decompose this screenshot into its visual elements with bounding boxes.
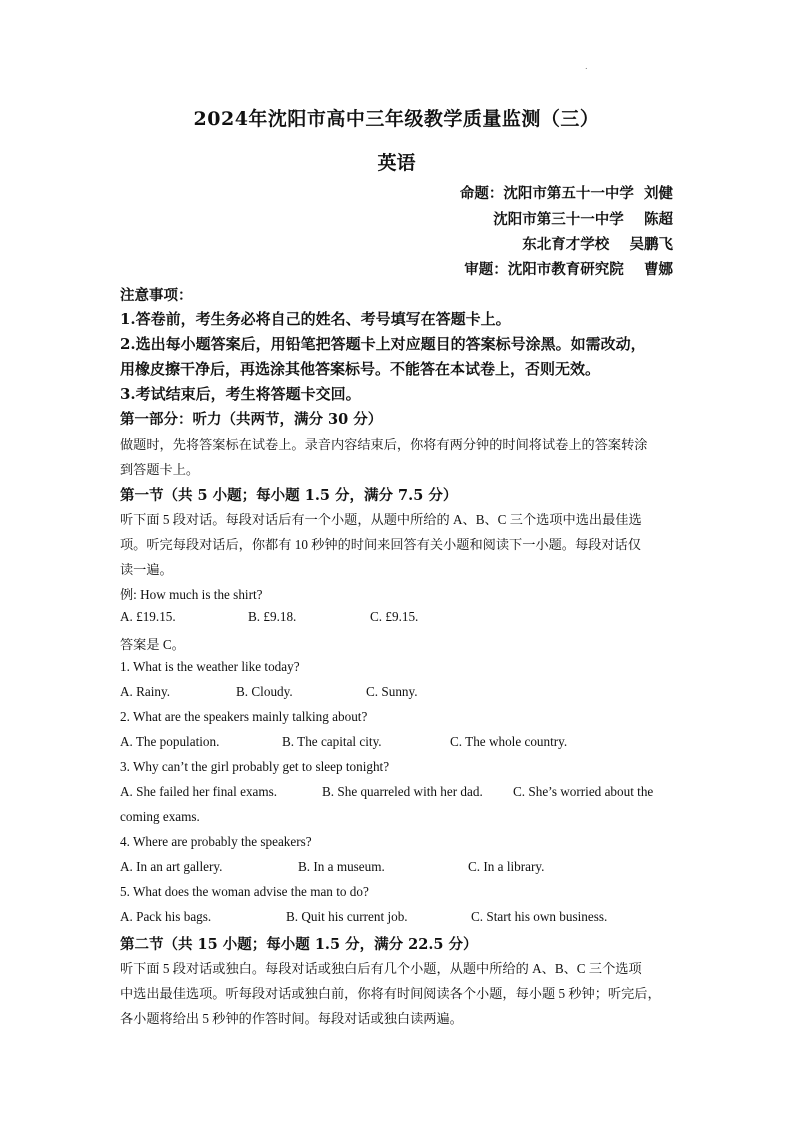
part1-heading: 第一部分：听力（共两节，满分 30 分） [120, 411, 383, 428]
example-question: 例: How much is the shirt? [120, 587, 263, 602]
q3-option-a: A. She failed her final exams. [120, 784, 278, 799]
notice-heading: 注意事项： [120, 287, 193, 304]
question-1: 1. What is the weather like today? [120, 659, 300, 674]
q2-option-b: B. The capital city. [282, 734, 382, 749]
section1-heading: 第一节（共 5 小题；每小题 1.5 分，满分 7.5 分） [120, 487, 458, 504]
credit-line-4: 审题：沈阳市教育研究院 曹娜 [464, 261, 673, 278]
q5-option-c: C. Start his own business. [471, 909, 608, 924]
part1-intro-line: 到答题卡上。 [120, 462, 200, 477]
example-option-b: B. £9.18. [248, 609, 297, 624]
example-answer: 答案是 C。 [120, 637, 185, 652]
example-option-c: C. £9.15. [370, 609, 419, 624]
part1-intro-line: 做题时，先将答案标在试卷上。录音内容结束后，你将有两分钟的时间将试卷上的答案转涂 [120, 437, 648, 452]
q2-option-a: A. The population. [120, 734, 220, 749]
q1-option-c: C. Sunny. [366, 684, 418, 699]
q3-option-c: C. She’s worried about the [513, 784, 654, 799]
section1-intro-line: 听下面 5 段对话。每段对话后有一个小题，从题中所给的 A、B、C 三个选项中选出最佳选 [120, 512, 642, 527]
q4-option-b: B. In a museum. [298, 859, 385, 874]
corner-mark: . [585, 62, 588, 71]
q5-option-a: A. Pack his bags. [120, 909, 212, 924]
q4-option-a: A. In an art gallery. [120, 859, 223, 874]
q3-option-b: B. She quarreled with her dad. [322, 784, 483, 799]
section1-intro-line: 读一遍。 [120, 562, 173, 577]
section2-intro-line: 中选出最佳选项。听每段对话或独白前，你将有时间阅读各个小题，每小题 5 秒钟；听完后， [120, 986, 661, 1001]
exam-subject: 英语 [377, 152, 416, 174]
section1-intro-line: 项。听完每段对话后，你都有 10 秒钟的时间来回答有关小题和阅读下一小题。每段对话仅 [120, 537, 641, 552]
section2-heading: 第二节（共 15 小题；每小题 1.5 分，满分 22.5 分） [120, 936, 478, 953]
question-3: 3. Why can’t the girl probably get to sleep tonight? [120, 759, 390, 774]
section2-intro-line: 各小题将给出 5 秒钟的作答时间。每段对话或独白读两遍。 [120, 1011, 463, 1026]
credit-line-3: 东北育才学校 吴鹏飞 [522, 236, 673, 253]
section2-intro-line: 听下面 5 段对话或独白。每段对话或独白后有几个小题，从题中所给的 A、B、C 三个选项 [120, 961, 642, 976]
notice-item: 用橡皮擦干净后，再选涂其他答案标号。不能答在本试卷上，否则无效。 [120, 360, 601, 378]
credit-line-2: 沈阳市第三十一中学 陈超 [493, 211, 673, 228]
example-option-a: A. £19.15. [120, 609, 176, 624]
exam-title: 2024年沈阳市高中三年级教学质量监测（三） [193, 108, 600, 130]
q5-option-b: B. Quit his current job. [286, 909, 408, 924]
question-4: 4. Where are probably the speakers? [120, 834, 312, 849]
credit-line-1: 命题：沈阳市第五十一中学 刘健 [459, 185, 673, 202]
q4-option-c: C. In a library. [468, 859, 545, 874]
question-5: 5. What does the woman advise the man to do? [120, 884, 369, 899]
q2-option-c: C. The whole country. [450, 734, 568, 749]
q3-option-c-continuation: coming exams. [120, 809, 200, 824]
q1-option-b: B. Cloudy. [236, 684, 293, 699]
notice-item: 2.选出每小题答案后，用铅笔把答题卡上对应题目的答案标号涂黑。如需改动， [120, 335, 646, 353]
notice-item: 3.考试结束后，考生将答题卡交回。 [120, 385, 361, 403]
q1-option-a: A. Rainy. [120, 684, 171, 699]
question-2: 2. What are the speakers mainly talking about? [120, 709, 368, 724]
notice-item: 1.答卷前，考生务必将自己的姓名、考号填写在答题卡上。 [120, 310, 511, 328]
